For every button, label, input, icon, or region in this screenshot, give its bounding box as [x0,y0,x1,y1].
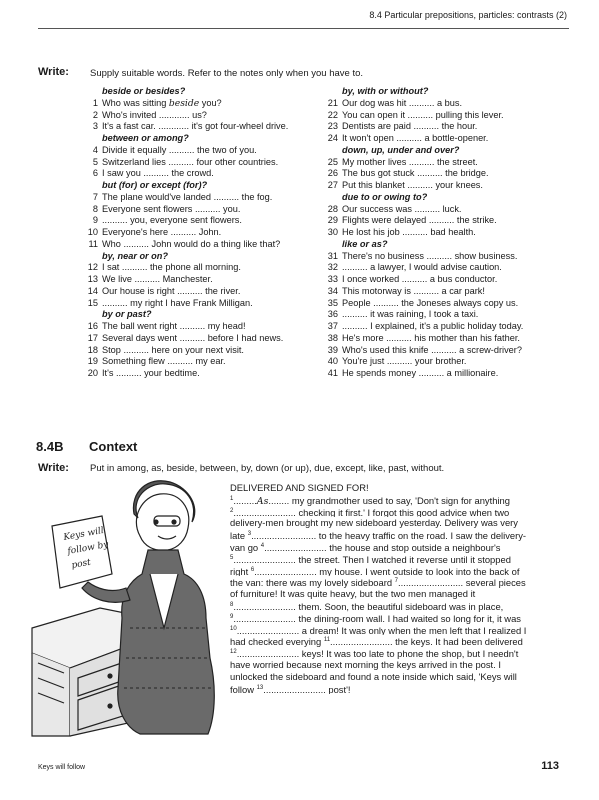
item-text: .......... you, everyone sent flowers. [102,215,242,226]
exercise-item [80,286,330,298]
item-text: It's a fast car. ............ it's got four-wheel drive. [102,121,289,132]
item-number: 24 [327,133,338,143]
item-number: 30 [327,227,338,237]
exercise-heading [320,145,570,157]
story-text-part: right [230,565,251,577]
gap-number: 7 [394,578,399,585]
item-text: Who's invited ............ us? [102,109,207,120]
heading-text: but (for) or except (for)? [102,180,208,190]
story-line [230,506,565,518]
item-text: The bus got stuck .......... the bridge. [342,168,489,179]
exercise-item [80,321,330,333]
exercise-item [320,262,570,274]
exercise-item [320,368,570,380]
item-number: 17 [87,332,98,343]
story-line [230,671,565,683]
heading-text: beside or besides? [102,86,186,96]
story-line [230,576,565,588]
gap-number: 6 [250,566,255,573]
exercise-item [80,157,330,169]
item-text: It's .......... your bedtime. [102,368,200,378]
exercise-right-column [320,86,570,380]
item-text: This motorway is .......... a car park! [342,285,485,296]
grandmother-illustration [30,478,226,740]
item-number: 13 [87,274,98,284]
exercise-item [80,298,330,310]
item-text: He lost his job .......... bad health. [342,227,476,237]
exercise-item [320,309,570,321]
exercise-item [320,133,570,145]
story-text-part: van go [230,542,261,553]
story-title: DELIVERED AND SIGNED FOR! [230,482,369,493]
item-number: 34 [327,285,338,296]
item-text: Our house is right .......... the river. [102,285,241,296]
item-text: My mother lives .......... the street. [342,156,478,167]
exercise-item [320,356,570,368]
story-text-part: ........................ keys! It was too late to phone the shop, but I needn't [236,648,519,659]
exercise-item [80,262,330,274]
exercise-heading [80,180,330,192]
story-line [230,529,565,541]
item-text: We live .......... Manchester. [102,274,213,284]
item-number: 3 [92,121,98,132]
item-number: 2 [92,109,98,120]
item-number: 9 [92,215,98,226]
exercise-heading [320,192,570,204]
gap-number: 9 [230,613,234,620]
write-label-b: Write: [38,462,69,474]
exercise-item [80,145,330,157]
heading-text: by, with or without? [342,86,429,96]
item-text-part: you? [199,97,222,108]
story-text-part: the van: there was my lovely sideboard [230,577,395,589]
item-number: 35 [327,297,338,308]
item-number: 29 [327,215,338,226]
heading-text: by or past? [102,309,152,320]
item-text: Who's used this knife .......... a screw-driver? [342,344,522,355]
handwritten-answer: beside [168,97,200,109]
exercise-item [80,227,330,239]
exercise-item [320,180,570,192]
item-number: 32 [327,262,338,273]
exercise-item [80,110,330,122]
exercise-item [80,274,330,286]
item-number: 16 [87,321,98,331]
item-number: 25 [327,156,338,167]
story-text-part: ........................ a dream! It was only when the men left that I realized I [236,624,527,636]
heading-text: due to or owing to? [342,191,428,202]
item-text: There's no business .......... show business. [342,250,518,261]
item-text: You can open it .......... pulling this lever. [342,109,504,120]
story-line [230,541,565,553]
exercise-item [320,274,570,286]
item-number: 8 [92,203,98,214]
item-text: I saw you .......... the crowd. [102,168,214,179]
item-text: Switzerland lies .......... four other countries. [102,156,279,167]
story-line [230,659,565,671]
story-text-part: of furniture! It was quite heavy, but the two men managed it [230,588,476,600]
item-text: People .......... the Joneses always copy us. [342,297,519,308]
story-line [230,565,565,577]
item-text: Who .......... John would do a thing like that? [102,238,281,249]
running-header: 8.4 Particular prepositions, particles: contrasts (2) [369,10,567,20]
exercise-item [80,192,330,204]
section-title: Context [89,439,138,454]
item-number: 1 [92,97,98,108]
exercise-item [80,368,330,380]
story-line [230,612,565,624]
exercise-item [80,121,330,133]
item-text [102,98,222,110]
item-number: 41 [327,368,338,378]
story-text-part: ......................... to the heavy traffic on the road. I saw the delivery- [251,530,527,541]
exercise-item [80,215,330,227]
item-text: Stop .......... here on your next visit. [102,344,244,355]
item-text: I once worked .......... a bus conductor. [342,274,498,284]
story-line [230,600,565,612]
exercise-heading [80,86,330,98]
note-text-3: post [70,557,92,571]
story-text-part: follow [230,683,257,695]
item-text: Divide it equally .......... the two of you. [102,144,257,155]
item-number: 4 [92,144,98,155]
section-b-instruction: Put in among, as, beside, between, by, down (or up), due, except, like, past, without. [90,463,445,474]
gap-number: 5 [230,554,234,561]
story-text-part: ........................ post'! [263,683,351,695]
item-number: 15 [87,297,98,308]
item-text: Our dog was hit .......... a bus. [342,97,463,108]
heading-text: like or as? [342,238,388,249]
page-number: 113 [541,760,559,772]
item-number: 5 [92,156,98,167]
item-number: 37 [327,321,338,331]
item-number: 19 [87,356,98,367]
item-text: The ball went right .......... my head! [102,321,246,331]
heading-text: down, up, under and over? [342,144,460,155]
story-text-part: ......................... several pieces [398,577,526,589]
story-text-part: ........................ checking it first.' I forgot this good advice when two [233,506,510,518]
gap-number: 4 [260,542,265,549]
item-number: 10 [87,227,98,237]
item-text: .......... a lawyer, I would advise caution. [342,262,502,273]
exercise-item [320,215,570,227]
item-number: 26 [327,168,338,179]
exercise-item [320,321,570,333]
story-line [230,494,565,506]
exercise-item [320,333,570,345]
exercise-item [80,345,330,357]
item-number: 36 [327,309,338,320]
exercise-item [80,204,330,216]
exercise-item [320,345,570,357]
item-number: 23 [327,121,338,132]
item-text: I sat .......... the phone all morning. [102,262,241,273]
item-number: 20 [87,368,98,378]
item-number: 28 [327,203,338,214]
item-number: 12 [87,262,98,273]
item-text: Something flew .......... my ear. [102,356,226,367]
exercise-item [320,286,570,298]
story-text-part: delivery-men brought my new sideboard yesterday. Delivery was very [230,517,518,529]
story-text-part: ........................ them. Soon, the beautiful sideboard was in place, [233,601,504,612]
gap-number: 2 [230,507,234,514]
item-number: 11 [88,238,98,249]
exercise-heading [320,239,570,251]
story-text-part: late [230,530,248,541]
item-text: You're just .......... your brother. [342,356,467,367]
exercise-item [320,298,570,310]
gap-number: 13 [256,684,264,691]
story-text [230,482,565,694]
exercise-a-instruction: Supply suitable words. Refer to the notes only when you have to. [90,68,364,79]
story-text-part: ........................ the house and stop outside a neighbour's [264,542,501,553]
item-number: 39 [327,344,338,355]
story-line [230,635,565,647]
exercise-item [320,204,570,216]
item-text-part: Who was sitting [102,97,169,108]
story-line [230,517,565,529]
item-number: 14 [87,285,98,296]
header-rule [38,28,569,29]
story-text-part: ........................ the dining-room wall. I had waited so long for it, it was [233,612,521,624]
item-text: Put this blanket .......... your knees. [342,180,483,190]
story-text-part: ........ my grandmother used to say, 'Don't sign for anything [268,494,510,506]
heading-text: between or among? [102,133,189,143]
write-label-a: Write: [38,66,69,78]
item-text: It won't open .......... a bottle-opener. [342,133,489,143]
item-text: Everyone's here .......... John. [102,227,222,237]
exercise-item [320,168,570,180]
story-line [230,647,565,659]
section-number: 8.4B [36,439,64,454]
item-number: 40 [327,356,338,367]
gap-number: 1 [230,495,234,502]
story-text-part: ......... [233,494,257,506]
item-text: Flights were delayed .......... the strike. [342,215,497,226]
exercise-item [320,157,570,169]
item-number: 18 [87,344,98,355]
exercise-heading [80,133,330,145]
item-text: .......... it was raining, I took a taxi. [342,309,479,320]
heading-text: by, near or on? [102,250,169,261]
exercise-heading [80,309,330,321]
item-number: 27 [327,180,338,190]
gap-number: 10 [230,625,237,632]
item-text: He's more .......... his mother than his father. [342,332,520,343]
item-number: 33 [327,274,338,284]
story-text-part: have worried because next morning the keys arrived in the post. I [230,658,501,670]
story-line [230,588,565,600]
exercise-item [320,251,570,263]
exercise-heading [80,251,330,263]
exercise-item [80,239,330,251]
story-text-part: ........................ the street. Then I watched it reverse until it stopped [233,553,511,565]
exercise-heading [320,86,570,98]
item-number: 22 [327,109,338,120]
exercise-left-column [80,86,330,380]
exercise-item [320,227,570,239]
story-text-part: had checked everying [230,636,324,648]
exercise-item [320,110,570,122]
exercise-item [80,333,330,345]
item-text: The plane would've landed .......... the fog. [102,191,273,202]
item-text: Several days went .......... before I had news. [102,332,284,343]
handwritten-answer: As [256,495,269,506]
exercise-item [320,98,570,110]
exercise-item [80,98,330,110]
item-number: 7 [92,191,98,202]
item-text: Dentists are paid .......... the hour. [342,121,478,132]
story-line [230,624,565,636]
item-number: 6 [92,168,98,179]
item-text: Our success was .......... luck. [342,203,462,214]
note-text-2: follow by [66,539,110,557]
item-number: 38 [327,332,338,343]
item-text: Everyone sent flowers .......... you. [102,203,241,214]
item-text: .......... my right I have Frank Milligan. [102,297,253,308]
exercise-item [80,356,330,368]
gap-number: 12 [230,649,237,656]
item-number: 21 [327,97,338,108]
gap-number: 8 [230,601,234,608]
item-text: .......... I explained, it's a public holiday today. [342,321,524,331]
gap-number: 3 [247,531,252,538]
note-text-1: Keys will [62,526,105,543]
story-line [230,683,565,695]
item-number: 31 [327,250,338,261]
exercise-item [80,168,330,180]
story-line [230,553,565,565]
story-text-part: ........................ the keys. It had been delivered [330,636,523,648]
story-text-part: ........................ my house. I went outside to look into the back of [254,565,520,577]
illustration-caption: Keys will follow [38,764,86,771]
story-text-part: unlocked the sideboard and found a note inside which said, 'Keys will [230,670,517,682]
exercise-item [320,121,570,133]
item-text: He spends money .......... a millionaire. [342,368,499,378]
gap-number: 11 [323,637,331,644]
